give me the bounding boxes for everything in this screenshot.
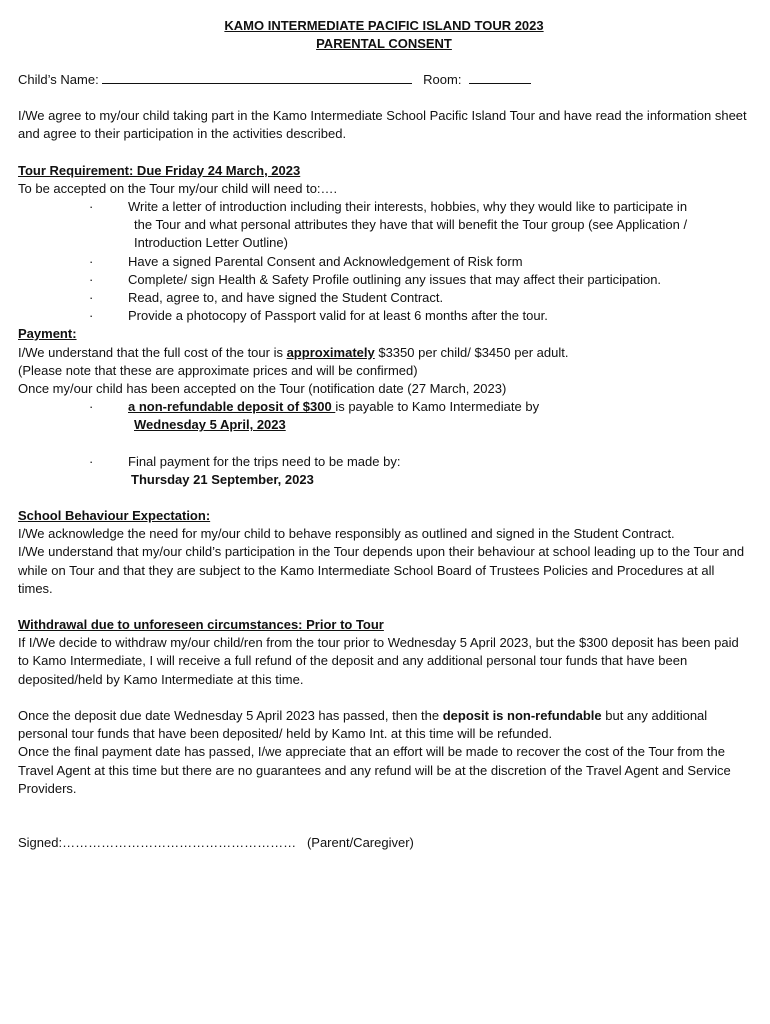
room-label: Room: bbox=[423, 72, 462, 87]
requirement-text: the Tour and what personal attributes they have that will benefit the Tour group (see Application / bbox=[134, 217, 688, 233]
behaviour-paragraph: I/We understand that my/our child’s participation in the Tour depends upon their behaviour at school leading up to the Tour and while on Tour and that they are subject to the Kamo Intermediate School Board of Trustees Policies and Procedures at all times. bbox=[18, 544, 745, 596]
form-title: KAMO INTERMEDIATE PACIFIC ISLAND TOUR 2023 bbox=[224, 18, 544, 33]
room-field[interactable] bbox=[469, 72, 531, 84]
bullet-marker: · bbox=[89, 308, 94, 324]
withdrawal-heading: Withdrawal due to unforeseen circumstances: Prior to Tour bbox=[18, 617, 384, 633]
payment-note: (Please note that these are approximate prices and will be confirmed) bbox=[18, 362, 418, 378]
non-refundable-text: deposit is non-refundable bbox=[442, 707, 602, 723]
payment-item-deposit bbox=[18, 398, 750, 434]
behaviour-line: I/We acknowledge the need for my/our child to behave responsibly as outlined and signed in the Student Contract. bbox=[18, 526, 675, 542]
payment-accepted: Once my/our child has been accepted on the Tour (notification date (27 March, 2023) bbox=[18, 381, 507, 397]
requirement-text: Introduction Letter Outline) bbox=[134, 235, 288, 251]
requirement-text: Write a letter of introduction including their interests, hobbies, why they would like to participate in bbox=[128, 199, 688, 215]
withdrawal-paragraph: If I/We decide to withdraw my/our child/ren from the tour prior to Wednesday 5 April 2023, but the $300 deposit has been paid to Kamo Intermediate, I will receive a full refund of the deposit and any additional personal tour funds that have been deposited/held by Kamo Intermediate at this time. bbox=[18, 635, 739, 687]
consent-form bbox=[18, 0, 750, 852]
signature-line bbox=[18, 834, 750, 852]
approximately-text: approximately bbox=[286, 344, 375, 360]
requirement-item bbox=[18, 198, 750, 253]
behaviour-heading: School Behaviour Expectation: bbox=[18, 508, 211, 524]
requirement-text: Complete/ sign Health & Safety Profile outlining any issues that may affect their participation. bbox=[128, 271, 662, 287]
bullet-marker: · bbox=[89, 271, 94, 287]
final-payment-text: Final payment for the trips need to be made by: bbox=[128, 453, 401, 469]
signature-field[interactable]: Signed:……………………………………………… bbox=[18, 834, 297, 850]
child-name-field[interactable] bbox=[102, 72, 412, 84]
bullet-marker: · bbox=[89, 199, 94, 215]
requirement-item bbox=[18, 307, 750, 325]
requirement-item bbox=[18, 253, 750, 271]
tour-requirement-intro: To be accepted on the Tour my/our child will need to:…. bbox=[18, 180, 338, 196]
deposit-date: Wednesday 5 April, 2023 bbox=[134, 417, 286, 433]
withdrawal-final-paragraph: Once the final payment date has passed, I/we appreciate that an effort will be made to recover the cost of the Tour from the Travel Agent at this time but there are no guarantees and any refund will be at the discretion of the Travel Agent and Service Providers. bbox=[18, 744, 731, 796]
requirement-item bbox=[18, 271, 750, 289]
payment-cost-text: I/We understand that the full cost of the tour is bbox=[18, 344, 287, 360]
requirement-item bbox=[18, 289, 750, 307]
payment-item-final bbox=[18, 453, 750, 489]
withdrawal-text: Once the deposit due date Wednesday 5 April 2023 has passed, then the bbox=[18, 707, 443, 723]
bullet-marker: · bbox=[89, 253, 94, 269]
form-subtitle: PARENTAL CONSENT bbox=[316, 36, 452, 51]
tour-requirement-heading: Tour Requirement: Due Friday 24 March, 2023 bbox=[18, 162, 301, 178]
child-info-line bbox=[18, 71, 750, 89]
child-name-label: Child’s Name: bbox=[18, 72, 99, 87]
final-payment-date: Thursday 21 September, 2023 bbox=[131, 471, 314, 487]
payment-cost bbox=[18, 344, 750, 362]
withdrawal-deposit-paragraph bbox=[18, 707, 750, 743]
requirement-text: Read, agree to, and have signed the Student Contract. bbox=[128, 290, 444, 306]
agreement-text: I/We agree to my/our child taking part in the Kamo Intermediate School Pacific Island Tour and have read the information sheet and agree to their participation in the activities described. bbox=[18, 108, 747, 142]
deposit-rest-text: is payable to Kamo Intermediate by bbox=[335, 399, 540, 415]
requirement-text: Provide a photocopy of Passport valid for at least 6 months after the tour. bbox=[128, 308, 548, 324]
withdrawal-text: but any additional personal tour funds that have been deposited/ held by Kamo Int. at this time will be refunded. bbox=[18, 707, 708, 742]
signature-role: (Parent/Caregiver) bbox=[306, 834, 414, 850]
payment-cost-text: $3350 per child/ $3450 per adult. bbox=[374, 344, 569, 360]
requirement-text: Have a signed Parental Consent and Acknowledgement of Risk form bbox=[128, 253, 523, 269]
bullet-marker: · bbox=[89, 399, 94, 415]
bullet-marker: · bbox=[89, 290, 94, 306]
deposit-text: a non-refundable deposit of $300 bbox=[128, 399, 336, 415]
payment-heading: Payment: bbox=[18, 326, 77, 342]
bullet-marker: · bbox=[89, 453, 94, 469]
